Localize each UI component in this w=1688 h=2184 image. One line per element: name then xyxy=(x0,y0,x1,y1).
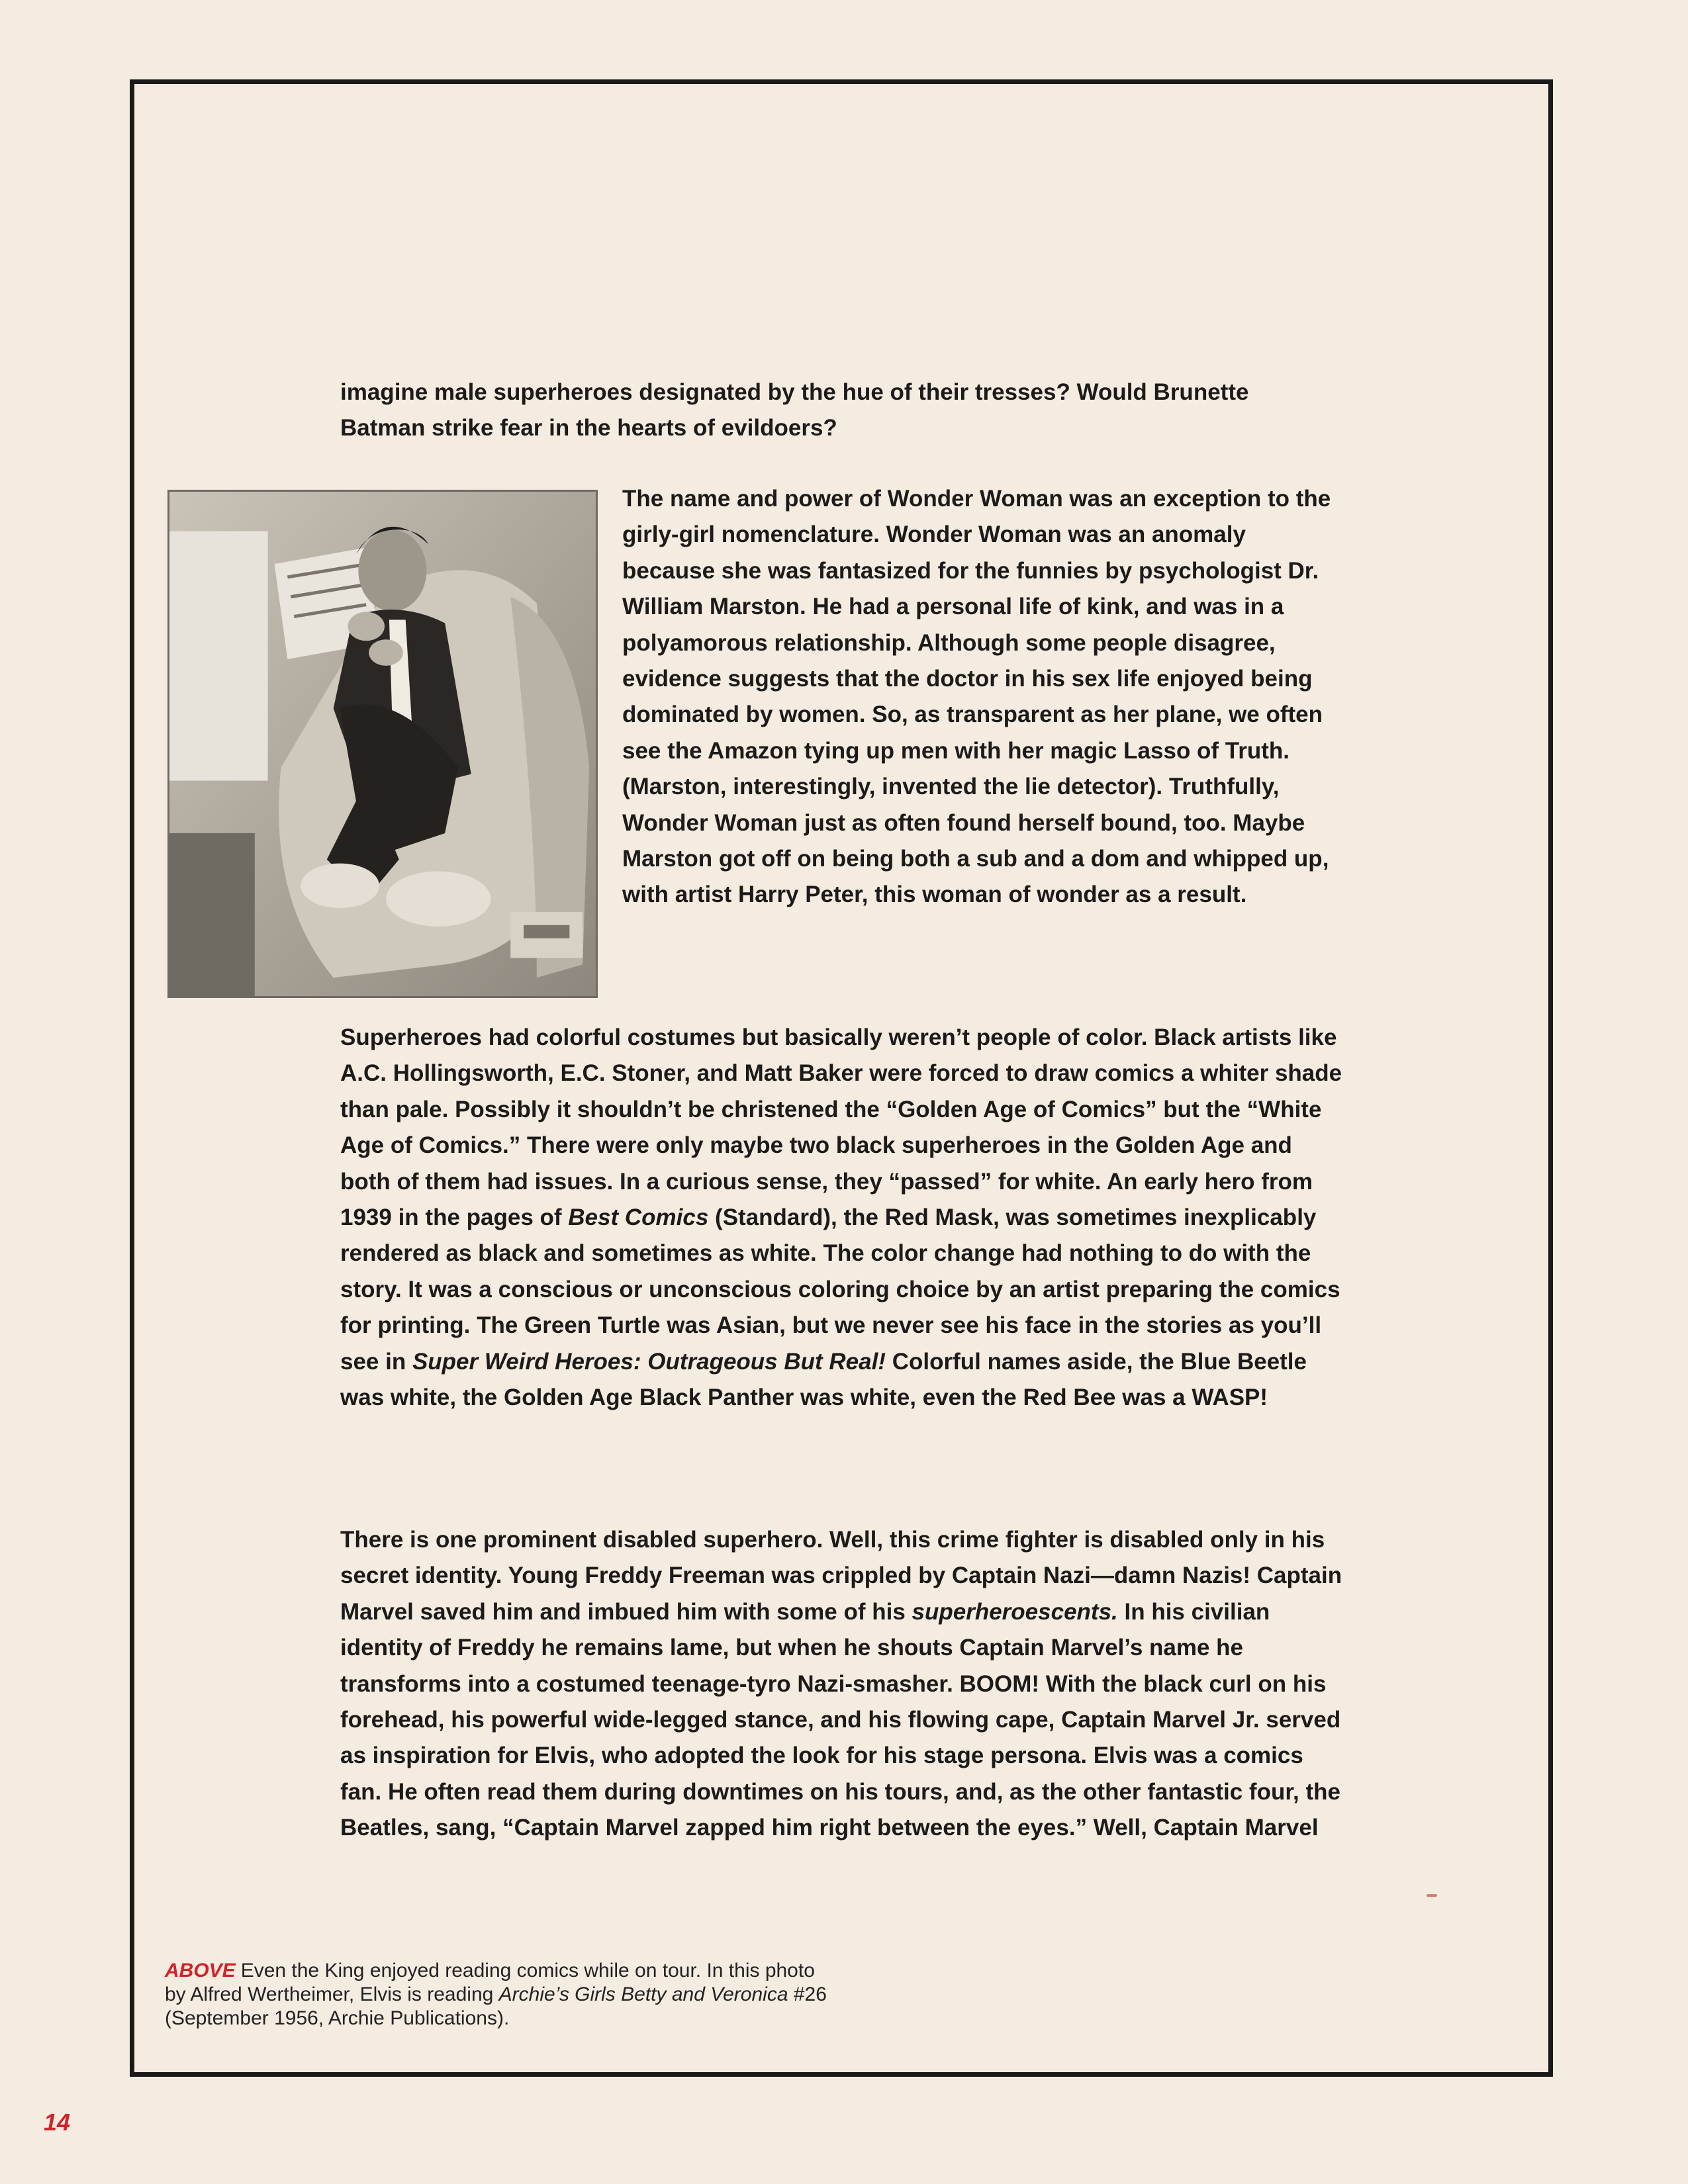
caption-label: ABOVE xyxy=(165,1960,236,1981)
disabled-text-1: There is one prominent disabled superhero. Well, this crime fighter is disabled only in his secret identity. Young Freddy Freeman was crippled by Captain Nazi—damn Nazis! Captain Marvel saved him and imbued him with some of his xyxy=(340,1527,1342,1625)
disabled-text-2: In his civilian identity of Freddy he remains lame, but when he shouts Captain Marvel’s name he transforms into a costumed teenage-tyro Nazi-smasher. BOOM! With the black curl on his forehead, his powerful wide-legged stance, and his flowing cape, Captain Marvel Jr. served as inspiration for Elvis, who adopted the look for his stage persona. Elvis was a comics fan. He often read them during downtimes on his tours, and, as the other fantastic four, the Beatles, sang, “Captain Marvel zapped him right between the eyes.” Well, Captain Marvel xyxy=(340,1598,1341,1841)
wonder-woman-paragraph xyxy=(622,481,1337,913)
color-text-1: Superheroes had colorful costumes but basically weren’t people of color. Black artists like A.C. Hollingsworth, E.C. Stoner, and Matt Baker were forced to draw comics a whiter shade than pale. Possibly it shouldn’t be christened the “Golden Age of Comics” but the “White Age of Comics.” There were only maybe two black superheroes in the Golden Age and both of them had issues. In a curious sense, they “passed” for white. An early hero from 1939 in the pages of xyxy=(340,1024,1342,1231)
print-speck xyxy=(1427,1894,1437,1897)
color-text-2: (Standard), the Red Mask, was sometimes inexplicably rendered as black and sometimes as white. The color change had nothing to do with the story. It was a conscious or unconscious coloring choice by an artist preparing the comics for printing. The Green Turtle was Asian, but we never see his face in the stories as you’ll see in xyxy=(340,1205,1340,1375)
superheroescents-term: superheroescents. xyxy=(912,1598,1118,1625)
photo-illustration xyxy=(169,492,596,996)
disabled-superhero-paragraph xyxy=(340,1522,1346,1846)
wonder-woman-text: The name and power of Wonder Woman was an exception to the girly-girl nomenclature. Wonder Woman was an anomaly because she was fantasized for the funnies by psychologist Dr. William Marston. He had a personal life of kink, and was in a polyamorous relationship. Although some people disagree, evidence suggests that the doctor in his sex life enjoyed being dominated by women. So, as transparent as her plane, we often see the Amazon tying up men with her magic Lasso of Truth. (Marston, interestingly, invented the lie detector). Truthfully, Wonder Woman just as often found herself bound, too. Maybe Marston got off on being both a sub and a dom and whipped up, with artist Harry Peter, this woman of wonder as a result. xyxy=(622,486,1331,908)
caption-text-2: #26 (September 1956, Archie Publications). xyxy=(165,1983,827,2029)
page-number: 14 xyxy=(44,2109,71,2136)
caption-comic-title: Archie’s Girls Betty and Veronica xyxy=(498,1983,788,2005)
people-of-color-paragraph xyxy=(340,1020,1346,1416)
caption-text-1: Even the King enjoyed reading comics while on tour. In this photo by Alfred Wertheimer, Elvis is reading xyxy=(165,1960,815,2005)
intro-paragraph xyxy=(340,375,1333,446)
super-weird-heroes-title: Super Weird Heroes: Outrageous But Real! xyxy=(412,1348,886,1375)
photo-caption xyxy=(165,1959,827,2030)
elvis-reading-photo xyxy=(167,490,598,998)
best-comics-title: Best Comics xyxy=(568,1205,709,1231)
color-text-3: Colorful names aside, the Blue Beetle was white, the Golden Age Black Panther was white, even the Red Bee was a WASP! xyxy=(340,1348,1307,1411)
intro-text: imagine male superheroes designated by the hue of their tresses? Would Brunette Batman strike fear in the hearts of evildoers? xyxy=(340,379,1249,441)
